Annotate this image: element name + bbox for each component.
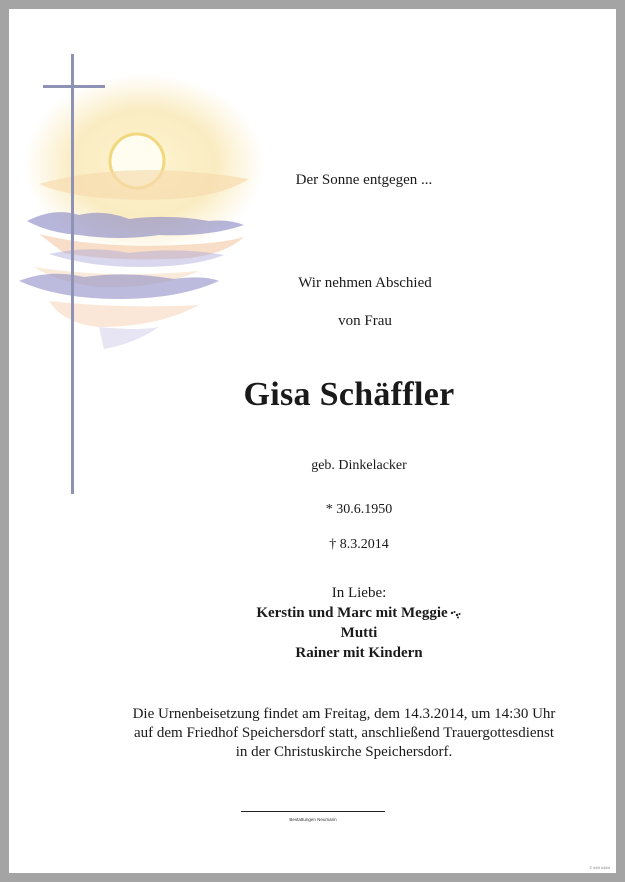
undertaker-credit: Bestattungen Neumann [289, 817, 337, 822]
deceased-name: Gisa Schäffler [243, 376, 455, 413]
mourner-line: Mutti [340, 625, 378, 641]
funeral-info-line: auf dem Friedhof Speichersdorf statt, anschließend Trauergottesdienst [133, 725, 555, 741]
mourner-line: Rainer mit Kindern [295, 645, 423, 661]
obituary-page [9, 9, 616, 873]
signature-line [241, 811, 385, 812]
cross-beam [43, 85, 105, 88]
motto: Der Sonne entgegen ... [295, 172, 433, 188]
cross-icon [71, 54, 74, 494]
death-date: † 8.3.2014 [329, 537, 389, 552]
mourner-line [189, 603, 529, 623]
mourners-block [189, 583, 529, 663]
birth-name: geb. Dinkelacker [311, 458, 407, 473]
copyright-note: © ### #### [589, 865, 610, 870]
mountain-range-3 [19, 274, 219, 299]
farewell-line: Wir nehmen Abschied [298, 275, 432, 291]
funeral-info [49, 705, 625, 762]
birth-date: * 30.6.1950 [325, 502, 393, 517]
funeral-info-line: Die Urnenbeisetzung findet am Freitag, dem 14.3.2014, um 14:30 Uhr [132, 706, 556, 722]
funeral-info-line: in der Christuskirche Speichersdorf. [235, 744, 453, 760]
paw-prints-icon [450, 609, 462, 619]
mourner-name: Kerstin und Marc mit Meggie [256, 605, 448, 621]
mourners-heading: In Liebe: [331, 585, 387, 601]
sunset-cross-artwork [9, 9, 299, 509]
salutation-line: von Frau [338, 313, 392, 329]
